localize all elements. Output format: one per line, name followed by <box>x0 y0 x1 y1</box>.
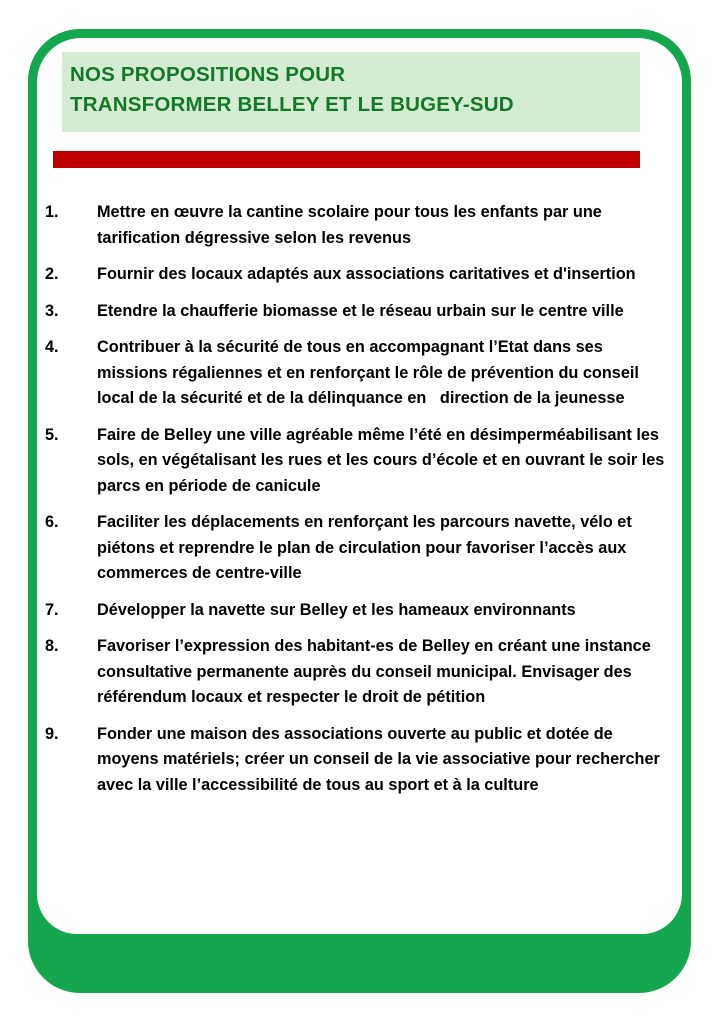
page-title <box>62 52 640 132</box>
list-item-number: 9. <box>45 724 59 743</box>
list-item <box>45 510 665 587</box>
list-item-number: 7. <box>45 600 59 619</box>
list-item-text: Favoriser l’expression des habitant-es de Belley en créant une instance consultative permanente auprès du conseil municipal. Envisager des référendum locaux et respecter le droit de pétition <box>97 637 656 706</box>
list-item-text: Faciliter les déplacements en renforçant les parcours navette, vélo et piétons et reprendre le plan de circulation pour favoriser l’accès aux commerces de centre-ville <box>97 513 637 582</box>
list-item-text: Etendre la chaufferie biomasse et le réseau urbain sur le centre ville <box>97 301 624 320</box>
list-item-number: 6. <box>45 513 59 531</box>
list-item <box>45 299 665 325</box>
list-item-text: Fournir des locaux adaptés aux associations caritatives et d'insertion <box>97 265 636 283</box>
list-item <box>45 423 669 500</box>
list-item-text: Contribuer à la sécurité de tous en accompagnant l’Etat dans ses missions régaliennes et en renforçant le rôle de prévention du conseil local de la sécurité et de la délinquance en direction de la jeunesse <box>97 338 644 407</box>
proposals-list <box>45 200 669 809</box>
list-item-text: Mettre en œuvre la cantine scolaire pour tous les enfants par une tarification dégressive selon les revenus <box>97 203 607 247</box>
list-item-number: 5. <box>45 425 59 444</box>
list-item-number: 3. <box>45 301 59 320</box>
list-item <box>45 634 665 711</box>
list-item-number: 8. <box>45 637 59 655</box>
list-item-number: 4. <box>45 338 59 356</box>
page-title-line-2: TRANSFORMER BELLEY ET LE BUGEY-SUD <box>70 93 514 116</box>
list-item <box>45 722 665 799</box>
list-item <box>45 262 665 288</box>
page-title-line-1: NOS PROPOSITIONS POUR <box>70 63 346 86</box>
list-item-text: Fonder une maison des associations ouverte au public et dotée de moyens matériels; créer un conseil de la vie associative pour rechercher avec la ville l’accessibilité de tous au sport et à la culture <box>97 724 665 794</box>
list-item-text: Faire de Belley une ville agréable même l’été en désimperméabilisant les sols, en végétalisant les rues et les cours d’école et en ouvrant le soir les parcs en période de canicule <box>97 425 669 495</box>
list-item-number: 1. <box>45 203 59 221</box>
list-item-text: Développer la navette sur Belley et les hameaux environnants <box>97 600 576 619</box>
list-item <box>45 598 665 624</box>
list-item <box>45 335 665 412</box>
red-divider-rule <box>53 151 640 168</box>
list-item <box>45 200 665 251</box>
list-item-number: 2. <box>45 265 59 283</box>
